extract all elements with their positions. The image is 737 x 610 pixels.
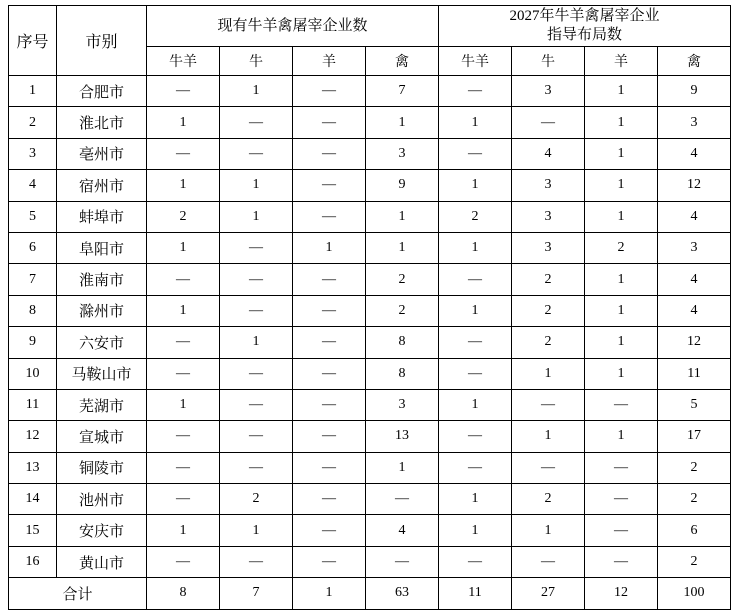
header-sub-2: 羊 [293,47,366,76]
row-index: 4 [9,170,57,201]
row-index: 8 [9,295,57,326]
cell-current-sheep: — [293,76,366,107]
row-city: 淮南市 [57,264,147,295]
cell-plan-cattle: 2 [512,264,585,295]
cell-plan-cattle: 1 [512,515,585,546]
cell-plan-cattle-sheep: — [439,76,512,107]
cell-plan-poultry: 4 [658,138,731,169]
cell-plan-sheep: 1 [585,76,658,107]
cell-plan-poultry: 4 [658,264,731,295]
cell-plan-poultry: 17 [658,421,731,452]
header-sub-3: 禽 [366,47,439,76]
row-city: 合肥市 [57,76,147,107]
cell-plan-poultry: 11 [658,358,731,389]
header-sub-7: 禽 [658,47,731,76]
row-city: 宿州市 [57,170,147,201]
cell-current-sheep: — [293,546,366,577]
cell-current-cattle-sheep: 1 [147,515,220,546]
row-index: 5 [9,201,57,232]
cell-current-poultry: — [366,546,439,577]
cell-plan-sheep: 1 [585,201,658,232]
table-row [9,515,731,546]
cell-current-poultry: 2 [366,264,439,295]
cell-current-cattle: 1 [220,201,293,232]
cell-plan-sheep: — [585,515,658,546]
cell-current-poultry: 1 [366,201,439,232]
cell-plan-cattle: 3 [512,170,585,201]
cell-plan-cattle: 2 [512,327,585,358]
cell-current-cattle-sheep: — [147,452,220,483]
row-index: 1 [9,76,57,107]
table-row [9,452,731,483]
cell-current-cattle-sheep: 1 [147,232,220,263]
row-city: 安庆市 [57,515,147,546]
cell-plan-sheep: 1 [585,138,658,169]
cell-current-sheep: — [293,264,366,295]
table-row [9,389,731,420]
row-city: 芜湖市 [57,389,147,420]
row-city: 黄山市 [57,546,147,577]
cell-plan-cattle-sheep: — [439,546,512,577]
cell-current-cattle: — [220,421,293,452]
total-current-poultry: 63 [366,578,439,609]
total-current-sheep: 1 [293,578,366,609]
row-index: 11 [9,389,57,420]
table-row [9,201,731,232]
table-body [9,76,731,610]
cell-current-cattle: 2 [220,484,293,515]
cell-plan-sheep: 1 [585,170,658,201]
row-index: 13 [9,452,57,483]
cell-plan-cattle-sheep: — [439,421,512,452]
cell-current-poultry: 3 [366,389,439,420]
cell-plan-poultry: 4 [658,201,731,232]
cell-current-poultry: 4 [366,515,439,546]
header-sub-6: 羊 [585,47,658,76]
cell-plan-sheep: — [585,452,658,483]
total-plan-cattle: 27 [512,578,585,609]
total-plan-sheep: 12 [585,578,658,609]
row-index: 10 [9,358,57,389]
cell-plan-sheep: 1 [585,264,658,295]
cell-current-cattle: 1 [220,515,293,546]
cell-current-cattle-sheep: 1 [147,389,220,420]
cell-current-sheep: — [293,421,366,452]
header-group-plan [439,6,731,47]
table-row [9,421,731,452]
header-index: 序号 [9,6,57,76]
cell-plan-cattle: — [512,546,585,577]
cell-current-poultry: 9 [366,170,439,201]
cell-current-poultry: 1 [366,107,439,138]
row-index: 3 [9,138,57,169]
cell-plan-sheep: 1 [585,421,658,452]
row-city: 滁州市 [57,295,147,326]
header-sub-0: 牛羊 [147,47,220,76]
cell-current-cattle-sheep: — [147,546,220,577]
cell-plan-poultry: 2 [658,452,731,483]
cell-plan-cattle-sheep: — [439,358,512,389]
row-city: 池州市 [57,484,147,515]
cell-plan-cattle: 2 [512,295,585,326]
cell-plan-cattle: 3 [512,232,585,263]
cell-current-sheep: — [293,358,366,389]
cell-current-cattle: — [220,107,293,138]
total-plan-cattle-sheep: 11 [439,578,512,609]
cell-plan-poultry: 2 [658,546,731,577]
cell-current-cattle-sheep: — [147,138,220,169]
cell-current-cattle: — [220,295,293,326]
table-row [9,295,731,326]
row-city: 宣城市 [57,421,147,452]
total-label: 合计 [9,578,147,609]
row-index: 12 [9,421,57,452]
cell-plan-poultry: 6 [658,515,731,546]
cell-plan-sheep: 1 [585,358,658,389]
cell-plan-cattle-sheep: 1 [439,232,512,263]
cell-current-cattle-sheep: — [147,484,220,515]
cell-current-cattle: 1 [220,327,293,358]
cell-current-cattle-sheep: — [147,327,220,358]
cell-current-cattle-sheep: 1 [147,295,220,326]
cell-current-poultry: — [366,484,439,515]
cell-current-sheep: — [293,138,366,169]
cell-plan-cattle-sheep: — [439,138,512,169]
row-index: 16 [9,546,57,577]
table-row [9,232,731,263]
header-row-groups [9,6,731,47]
table-row [9,484,731,515]
table-header [9,6,731,76]
header-sub-4: 牛羊 [439,47,512,76]
cell-plan-cattle: — [512,452,585,483]
cell-plan-sheep: — [585,546,658,577]
row-city: 六安市 [57,327,147,358]
cell-current-cattle-sheep: 2 [147,201,220,232]
row-index: 14 [9,484,57,515]
cell-plan-cattle-sheep: 1 [439,389,512,420]
cell-current-cattle-sheep: — [147,358,220,389]
cell-current-sheep: 1 [293,232,366,263]
table-row [9,327,731,358]
cell-current-sheep: — [293,515,366,546]
table-row [9,170,731,201]
cell-plan-poultry: 5 [658,389,731,420]
cell-plan-cattle: 4 [512,138,585,169]
cell-plan-cattle: 3 [512,201,585,232]
cell-plan-poultry: 12 [658,327,731,358]
cell-current-cattle: — [220,232,293,263]
cell-plan-sheep: 2 [585,232,658,263]
row-index: 15 [9,515,57,546]
cell-current-poultry: 8 [366,327,439,358]
table-row [9,107,731,138]
cell-plan-cattle: 2 [512,484,585,515]
table-row [9,138,731,169]
cell-current-cattle: 1 [220,76,293,107]
cell-plan-cattle: 1 [512,421,585,452]
cell-plan-cattle-sheep: 1 [439,170,512,201]
cell-current-sheep: — [293,389,366,420]
row-city: 马鞍山市 [57,358,147,389]
row-city: 蚌埠市 [57,201,147,232]
cell-plan-cattle-sheep: — [439,264,512,295]
cell-plan-sheep: 1 [585,295,658,326]
cell-current-cattle-sheep: 1 [147,170,220,201]
cell-plan-sheep: 1 [585,107,658,138]
cell-plan-poultry: 9 [658,76,731,107]
cell-current-cattle-sheep: — [147,421,220,452]
cell-current-cattle: 1 [220,170,293,201]
cell-current-poultry: 1 [366,452,439,483]
cell-current-sheep: — [293,327,366,358]
table-container [8,5,728,610]
header-group-current-label: 现有牛羊禽屠宰企业数 [217,17,368,34]
cell-current-sheep: — [293,484,366,515]
row-city: 阜阳市 [57,232,147,263]
table-row [9,264,731,295]
table-row [9,76,731,107]
header-group-plan-line1: 2027年牛羊禽屠宰企业 [509,8,660,24]
cell-current-cattle: — [220,138,293,169]
cell-plan-cattle: — [512,389,585,420]
cell-plan-cattle-sheep: — [439,452,512,483]
cell-current-sheep: — [293,170,366,201]
header-sub-5: 牛 [512,47,585,76]
cell-current-sheep: — [293,201,366,232]
cell-plan-poultry: 12 [658,170,731,201]
cell-plan-cattle: 1 [512,358,585,389]
cell-current-cattle: — [220,452,293,483]
cell-current-cattle: — [220,546,293,577]
cell-current-poultry: 1 [366,232,439,263]
row-city: 铜陵市 [57,452,147,483]
cell-current-poultry: 3 [366,138,439,169]
row-index: 2 [9,107,57,138]
total-plan-poultry: 100 [658,578,731,609]
header-group-plan-line2: 指导布局数 [547,27,623,43]
cell-current-cattle: — [220,358,293,389]
row-city: 亳州市 [57,138,147,169]
cell-current-poultry: 2 [366,295,439,326]
cell-plan-cattle-sheep: 2 [439,201,512,232]
table-total-row [9,578,731,609]
cell-plan-sheep: — [585,389,658,420]
cell-current-cattle-sheep: — [147,76,220,107]
cell-current-poultry: 7 [366,76,439,107]
cell-plan-poultry: 2 [658,484,731,515]
row-index: 6 [9,232,57,263]
cell-current-cattle: — [220,389,293,420]
header-sub-1: 牛 [220,47,293,76]
row-index: 9 [9,327,57,358]
cell-plan-cattle-sheep: 1 [439,515,512,546]
cell-current-cattle-sheep: — [147,264,220,295]
cell-plan-poultry: 3 [658,107,731,138]
total-current-cattle: 7 [220,578,293,609]
cell-current-sheep: — [293,295,366,326]
cell-plan-poultry: 4 [658,295,731,326]
cell-plan-cattle-sheep: 1 [439,107,512,138]
header-city: 市别 [57,6,147,76]
cell-plan-cattle-sheep: 1 [439,295,512,326]
header-group-current [147,6,439,47]
cell-current-cattle-sheep: 1 [147,107,220,138]
cell-current-poultry: 8 [366,358,439,389]
cell-current-sheep: — [293,107,366,138]
table-row [9,358,731,389]
slaughter-enterprise-table [8,5,731,610]
row-index: 7 [9,264,57,295]
cell-current-cattle: — [220,264,293,295]
total-current-cattle-sheep: 8 [147,578,220,609]
cell-plan-cattle-sheep: — [439,327,512,358]
cell-plan-sheep: — [585,484,658,515]
cell-plan-cattle-sheep: 1 [439,484,512,515]
cell-current-poultry: 13 [366,421,439,452]
cell-plan-cattle: — [512,107,585,138]
cell-plan-sheep: 1 [585,327,658,358]
cell-plan-poultry: 3 [658,232,731,263]
cell-plan-cattle: 3 [512,76,585,107]
row-city: 淮北市 [57,107,147,138]
table-row [9,546,731,577]
cell-current-sheep: — [293,452,366,483]
